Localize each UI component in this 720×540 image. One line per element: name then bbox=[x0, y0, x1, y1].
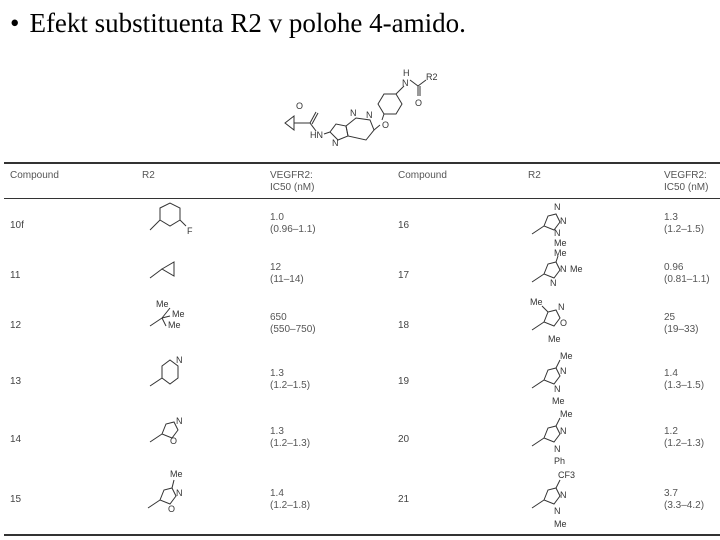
ic50-main: 1.3 bbox=[270, 368, 284, 379]
table-top-rule bbox=[4, 162, 720, 164]
r2-atom-label: Me bbox=[170, 469, 183, 479]
ic50-value bbox=[270, 212, 316, 236]
header-vegfr2-line2: IC50 (nM) bbox=[270, 182, 315, 193]
compound-id: 20 bbox=[398, 434, 410, 445]
scaffold-n1: N bbox=[350, 108, 357, 118]
compound-id: 18 bbox=[398, 320, 410, 331]
ic50-value bbox=[664, 426, 704, 450]
r2-atom-label: Me bbox=[554, 238, 567, 248]
r2-atom-label: CF3 bbox=[558, 470, 576, 480]
r2-atom-label: O bbox=[170, 436, 178, 446]
compound-id: 21 bbox=[398, 494, 410, 505]
compound-id: 10f bbox=[10, 220, 24, 231]
ic50-value bbox=[270, 426, 310, 450]
ic50-ci: (0.81–1.1) bbox=[664, 274, 710, 285]
ic50-main: 1.3 bbox=[270, 426, 284, 437]
scaffold-o-amide: O bbox=[415, 98, 423, 108]
header-compound-left: Compound bbox=[10, 170, 59, 181]
r2-atom-label: N bbox=[560, 426, 567, 436]
header-vegfr2-line2: IC50 (nM) bbox=[664, 182, 709, 193]
table-header-rule bbox=[4, 198, 720, 199]
header-vegfr2-left bbox=[270, 170, 314, 194]
ic50-main: 1.2 bbox=[664, 426, 678, 437]
scaffold-nh-h: H bbox=[403, 68, 410, 78]
compound-id: 17 bbox=[398, 270, 410, 281]
r2-atom-label: N bbox=[550, 278, 557, 288]
header-r2-left: R2 bbox=[142, 170, 155, 181]
compound-id: 13 bbox=[10, 376, 22, 387]
r2-atom-label: N bbox=[554, 506, 561, 516]
ic50-value bbox=[270, 488, 310, 512]
r2-atom-label: Me bbox=[560, 409, 573, 419]
r2-atom-label: Me bbox=[554, 519, 567, 529]
ic50-main: 3.7 bbox=[664, 488, 678, 499]
r2-structure bbox=[520, 468, 590, 530]
r2-atom-label: Me bbox=[554, 248, 567, 258]
scaffold-n2: N bbox=[366, 110, 373, 120]
r2-atom-label: N bbox=[558, 302, 565, 312]
r2-atom-label: Me bbox=[560, 351, 573, 361]
r2-atom-label: N bbox=[560, 490, 567, 500]
compound-id: 11 bbox=[10, 270, 21, 281]
scaffold-n3: N bbox=[332, 138, 339, 148]
scaffold-n-top: N bbox=[402, 78, 409, 88]
ic50-ci: (1.3–1.5) bbox=[664, 380, 705, 391]
r2-atom-label: Me bbox=[570, 264, 583, 274]
r2-structure bbox=[520, 350, 590, 406]
r2-atom-label: N bbox=[176, 416, 183, 426]
r2-atom-label: N bbox=[560, 216, 567, 226]
r2-atom-label: N bbox=[560, 264, 567, 274]
ic50-ci: (1.2–1.8) bbox=[270, 500, 311, 511]
title-bullet: • bbox=[10, 8, 20, 38]
ic50-main: 1.4 bbox=[270, 488, 284, 499]
r2-atom-label: O bbox=[168, 504, 176, 514]
ic50-value bbox=[664, 212, 704, 236]
table-bottom-rule bbox=[4, 534, 720, 536]
scaffold-o-cp: O bbox=[296, 101, 304, 111]
scaffold-hn: HN bbox=[310, 130, 323, 140]
ic50-main: 1.0 bbox=[270, 212, 284, 223]
sar-table bbox=[4, 162, 720, 537]
r2-atom-label: N bbox=[176, 355, 183, 365]
ic50-value bbox=[270, 262, 304, 286]
r2-atom-label: Me bbox=[172, 309, 185, 319]
r2-structure bbox=[134, 200, 204, 240]
slide-title bbox=[10, 8, 710, 39]
compound-id: 15 bbox=[10, 494, 22, 505]
r2-atom-label: N bbox=[176, 488, 183, 498]
r2-structure bbox=[520, 296, 590, 346]
r2-structure bbox=[134, 298, 204, 338]
ic50-value bbox=[270, 312, 316, 336]
ic50-main: 1.4 bbox=[664, 368, 678, 379]
header-compound-right: Compound bbox=[398, 170, 447, 181]
ic50-value bbox=[664, 368, 704, 392]
r2-structure bbox=[520, 408, 590, 466]
title-text: Efekt substituenta R2 v polohe 4-amido. bbox=[29, 8, 466, 38]
ic50-ci: (1.2–1.5) bbox=[270, 380, 311, 391]
scaffold-o-ether: O bbox=[382, 120, 390, 130]
header-vegfr2-right bbox=[664, 170, 708, 194]
r2-atom-label: N bbox=[560, 366, 567, 376]
r2-structure bbox=[134, 352, 204, 396]
ic50-ci: (1.2–1.5) bbox=[664, 224, 705, 235]
r2-atom-label: N bbox=[554, 444, 561, 454]
r2-atom-label: Me bbox=[552, 396, 565, 406]
compound-id: 19 bbox=[398, 376, 410, 387]
r2-atom-label: Ph bbox=[554, 456, 566, 466]
r2-atom-label: N bbox=[554, 202, 561, 212]
ic50-ci: (1.2–1.3) bbox=[270, 438, 311, 449]
header-r2-right: R2 bbox=[528, 170, 541, 181]
ic50-value bbox=[270, 368, 310, 392]
r2-atom-label: N bbox=[554, 228, 561, 238]
ic50-main: 12 bbox=[270, 262, 282, 273]
compound-id: 14 bbox=[10, 434, 22, 445]
ic50-value bbox=[664, 488, 704, 512]
ic50-ci: (11–14) bbox=[270, 274, 304, 285]
ic50-main: 650 bbox=[270, 312, 287, 323]
scaffold-r2: R2 bbox=[426, 72, 438, 82]
ic50-main: 0.96 bbox=[664, 262, 684, 273]
ic50-main: 1.3 bbox=[664, 212, 678, 223]
r2-structure bbox=[134, 468, 204, 518]
r2-structure bbox=[520, 200, 590, 248]
ic50-value bbox=[664, 262, 710, 286]
header-vegfr2-line1: VEGFR2: bbox=[270, 170, 313, 181]
ic50-main: 25 bbox=[664, 312, 676, 323]
core-scaffold-structure bbox=[280, 68, 450, 158]
header-vegfr2-line1: VEGFR2: bbox=[664, 170, 707, 181]
r2-atom-label: Me bbox=[156, 299, 169, 309]
r2-atom-label: N bbox=[554, 384, 561, 394]
ic50-ci: (19–33) bbox=[664, 324, 699, 335]
ic50-value bbox=[664, 312, 698, 336]
compound-id: 16 bbox=[398, 220, 410, 231]
r2-atom-label: O bbox=[560, 318, 568, 328]
ic50-ci: (3.3–4.2) bbox=[664, 500, 705, 511]
r2-atom-label: Me bbox=[168, 320, 181, 330]
r2-structure bbox=[134, 254, 204, 290]
r2-atom-label: Me bbox=[530, 297, 543, 307]
ic50-ci: (0.96–1.1) bbox=[270, 224, 316, 235]
compound-id: 12 bbox=[10, 320, 22, 331]
r2-structure bbox=[134, 412, 204, 452]
r2-atom-label: Me bbox=[548, 334, 561, 344]
r2-structure bbox=[520, 248, 590, 292]
ic50-ci: (550–750) bbox=[270, 324, 316, 335]
ic50-ci: (1.2–1.3) bbox=[664, 438, 705, 449]
r2-atom-label: F bbox=[187, 226, 193, 236]
